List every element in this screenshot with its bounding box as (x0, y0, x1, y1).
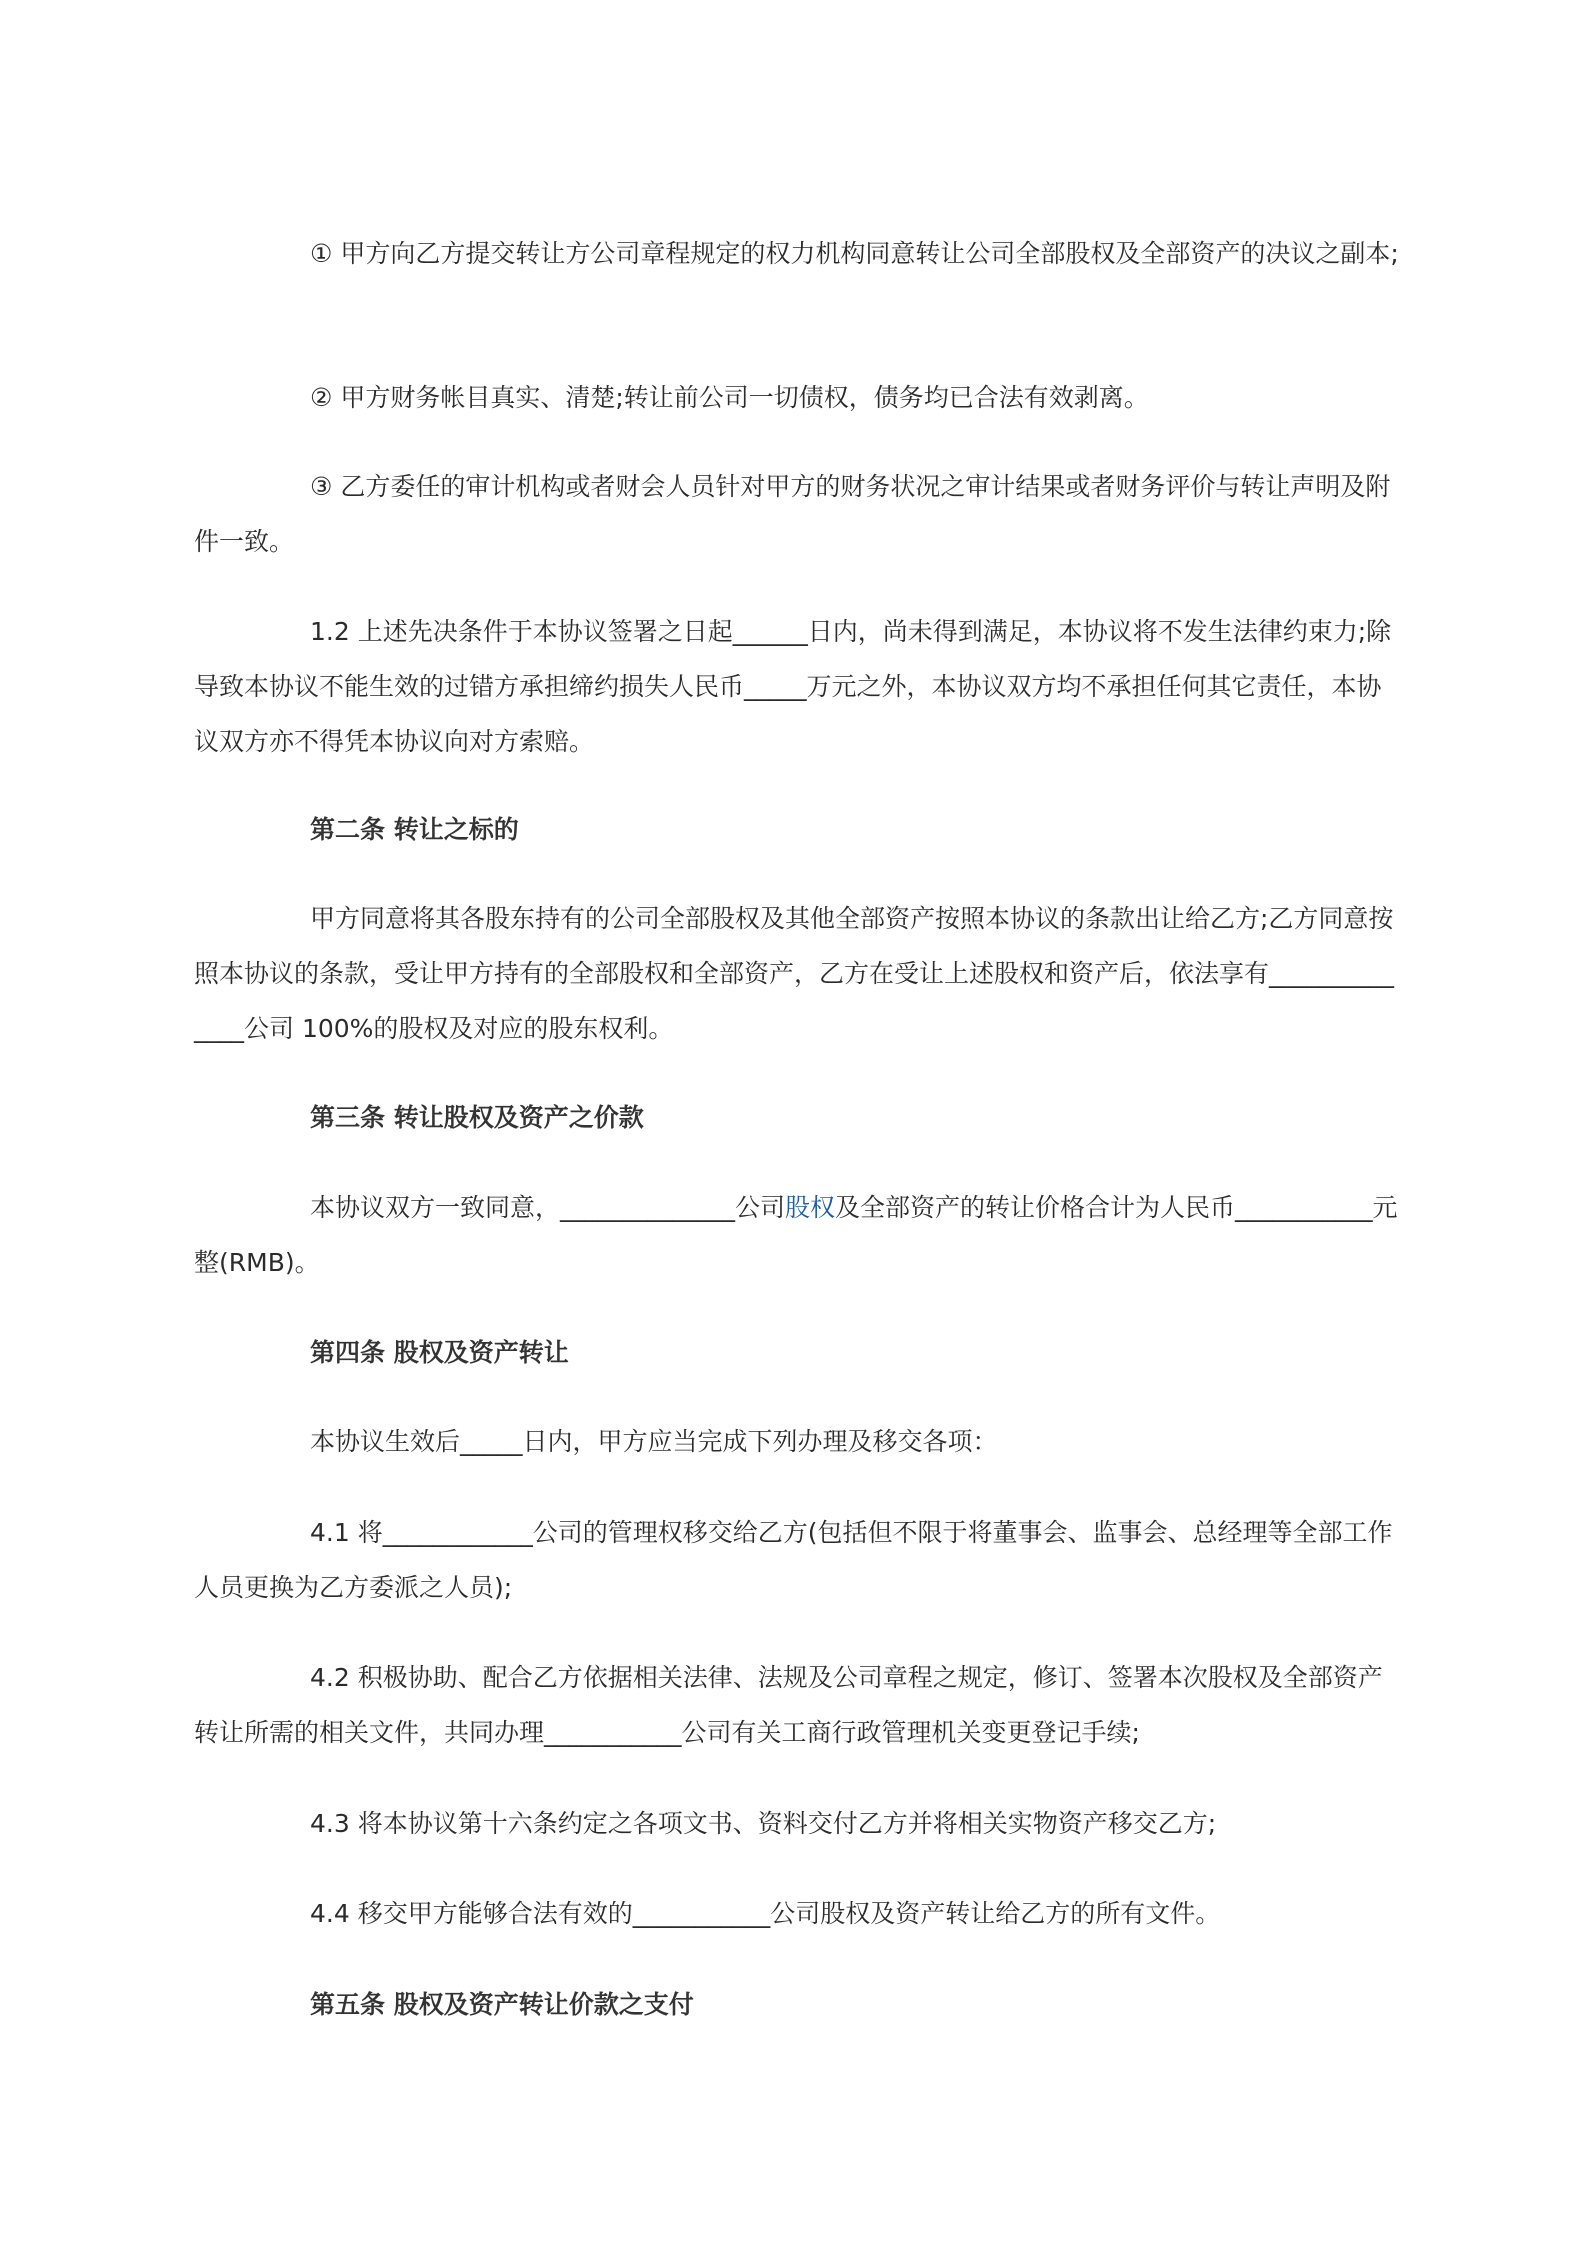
heading-article-2: 第二条 转让之标的 (310, 815, 519, 844)
paragraph-condition-3: ③ 乙方委任的审计机构或者财会人员针对甲方的财务状况之审计结果或者财务评价与转让声明及附件一致。 (194, 472, 1391, 556)
paragraph-condition-2: ② 甲方财务帐目真实、清楚;转让前公司一切债权，债务均已合法有效剥离。 (310, 383, 1149, 412)
article-3-text-a: 本协议双方一致同意，______________公司 (310, 1193, 786, 1222)
paragraph-condition-1: ① 甲方向乙方提交转让方公司章程规定的权力机构同意转让公司全部股权及全部资产的决议之副本; (310, 239, 1399, 268)
paragraph-clause-4-1: 4.1 将____________公司的管理权移交给乙方(包括但不限于将董事会、监事会、总经理等全部工作人员更换为乙方委派之人员); (194, 1518, 1393, 1602)
paragraph-article-3-body (194, 1180, 1404, 1290)
equity-link[interactable]: 股权 (785, 1193, 836, 1222)
heading-article-5: 第五条 股权及资产转让价款之支付 (310, 1990, 694, 2019)
paragraph-clause-4-3: 4.3 将本协议第十六条约定之各项文书、资料交付乙方并将相关实物资产移交乙方; (310, 1809, 1217, 1838)
paragraph-clause-4-2: 4.2 积极协助、配合乙方依据相关法律、法规及公司章程之规定，修订、签署本次股权及全部资产转让所需的相关文件，共同办理___________公司有关工商行政管理机关变更登记手续; (194, 1663, 1383, 1747)
heading-article-3: 第三条 转让股权及资产之价款 (310, 1103, 644, 1132)
paragraph-clause-4-4: 4.4 移交甲方能够合法有效的___________公司股权及资产转让给乙方的所有文件。 (310, 1899, 1221, 1928)
heading-article-4: 第四条 股权及资产转让 (310, 1338, 569, 1367)
paragraph-article-4-intro: 本协议生效后_____日内，甲方应当完成下列办理及移交各项： (310, 1427, 998, 1456)
article-3-text-b: 及全部资产的转让价格合计为人民币___________元整(RMB)。 (194, 1193, 1398, 1277)
paragraph-clause-1-2: 1.2 上述先决条件于本协议签署之日起______日内，尚未得到满足，本协议将不发生法律约束力;除导致本协议不能生效的过错方承担缔约损失人民币_____万元之外，本协议双方均不承担任何其它责任，本协议双方亦不得凭本协议向对方索赔。 (194, 617, 1392, 756)
paragraph-article-2-body: 甲方同意将其各股东持有的公司全部股权及其他全部资产按照本协议的条款出让给乙方;乙方同意按照本协议的条款，受让甲方持有的全部股权和全部资产，乙方在受让上述股权和资产后，依法享有______________公司 100%的股权及对应的股东权利。 (194, 904, 1395, 1043)
